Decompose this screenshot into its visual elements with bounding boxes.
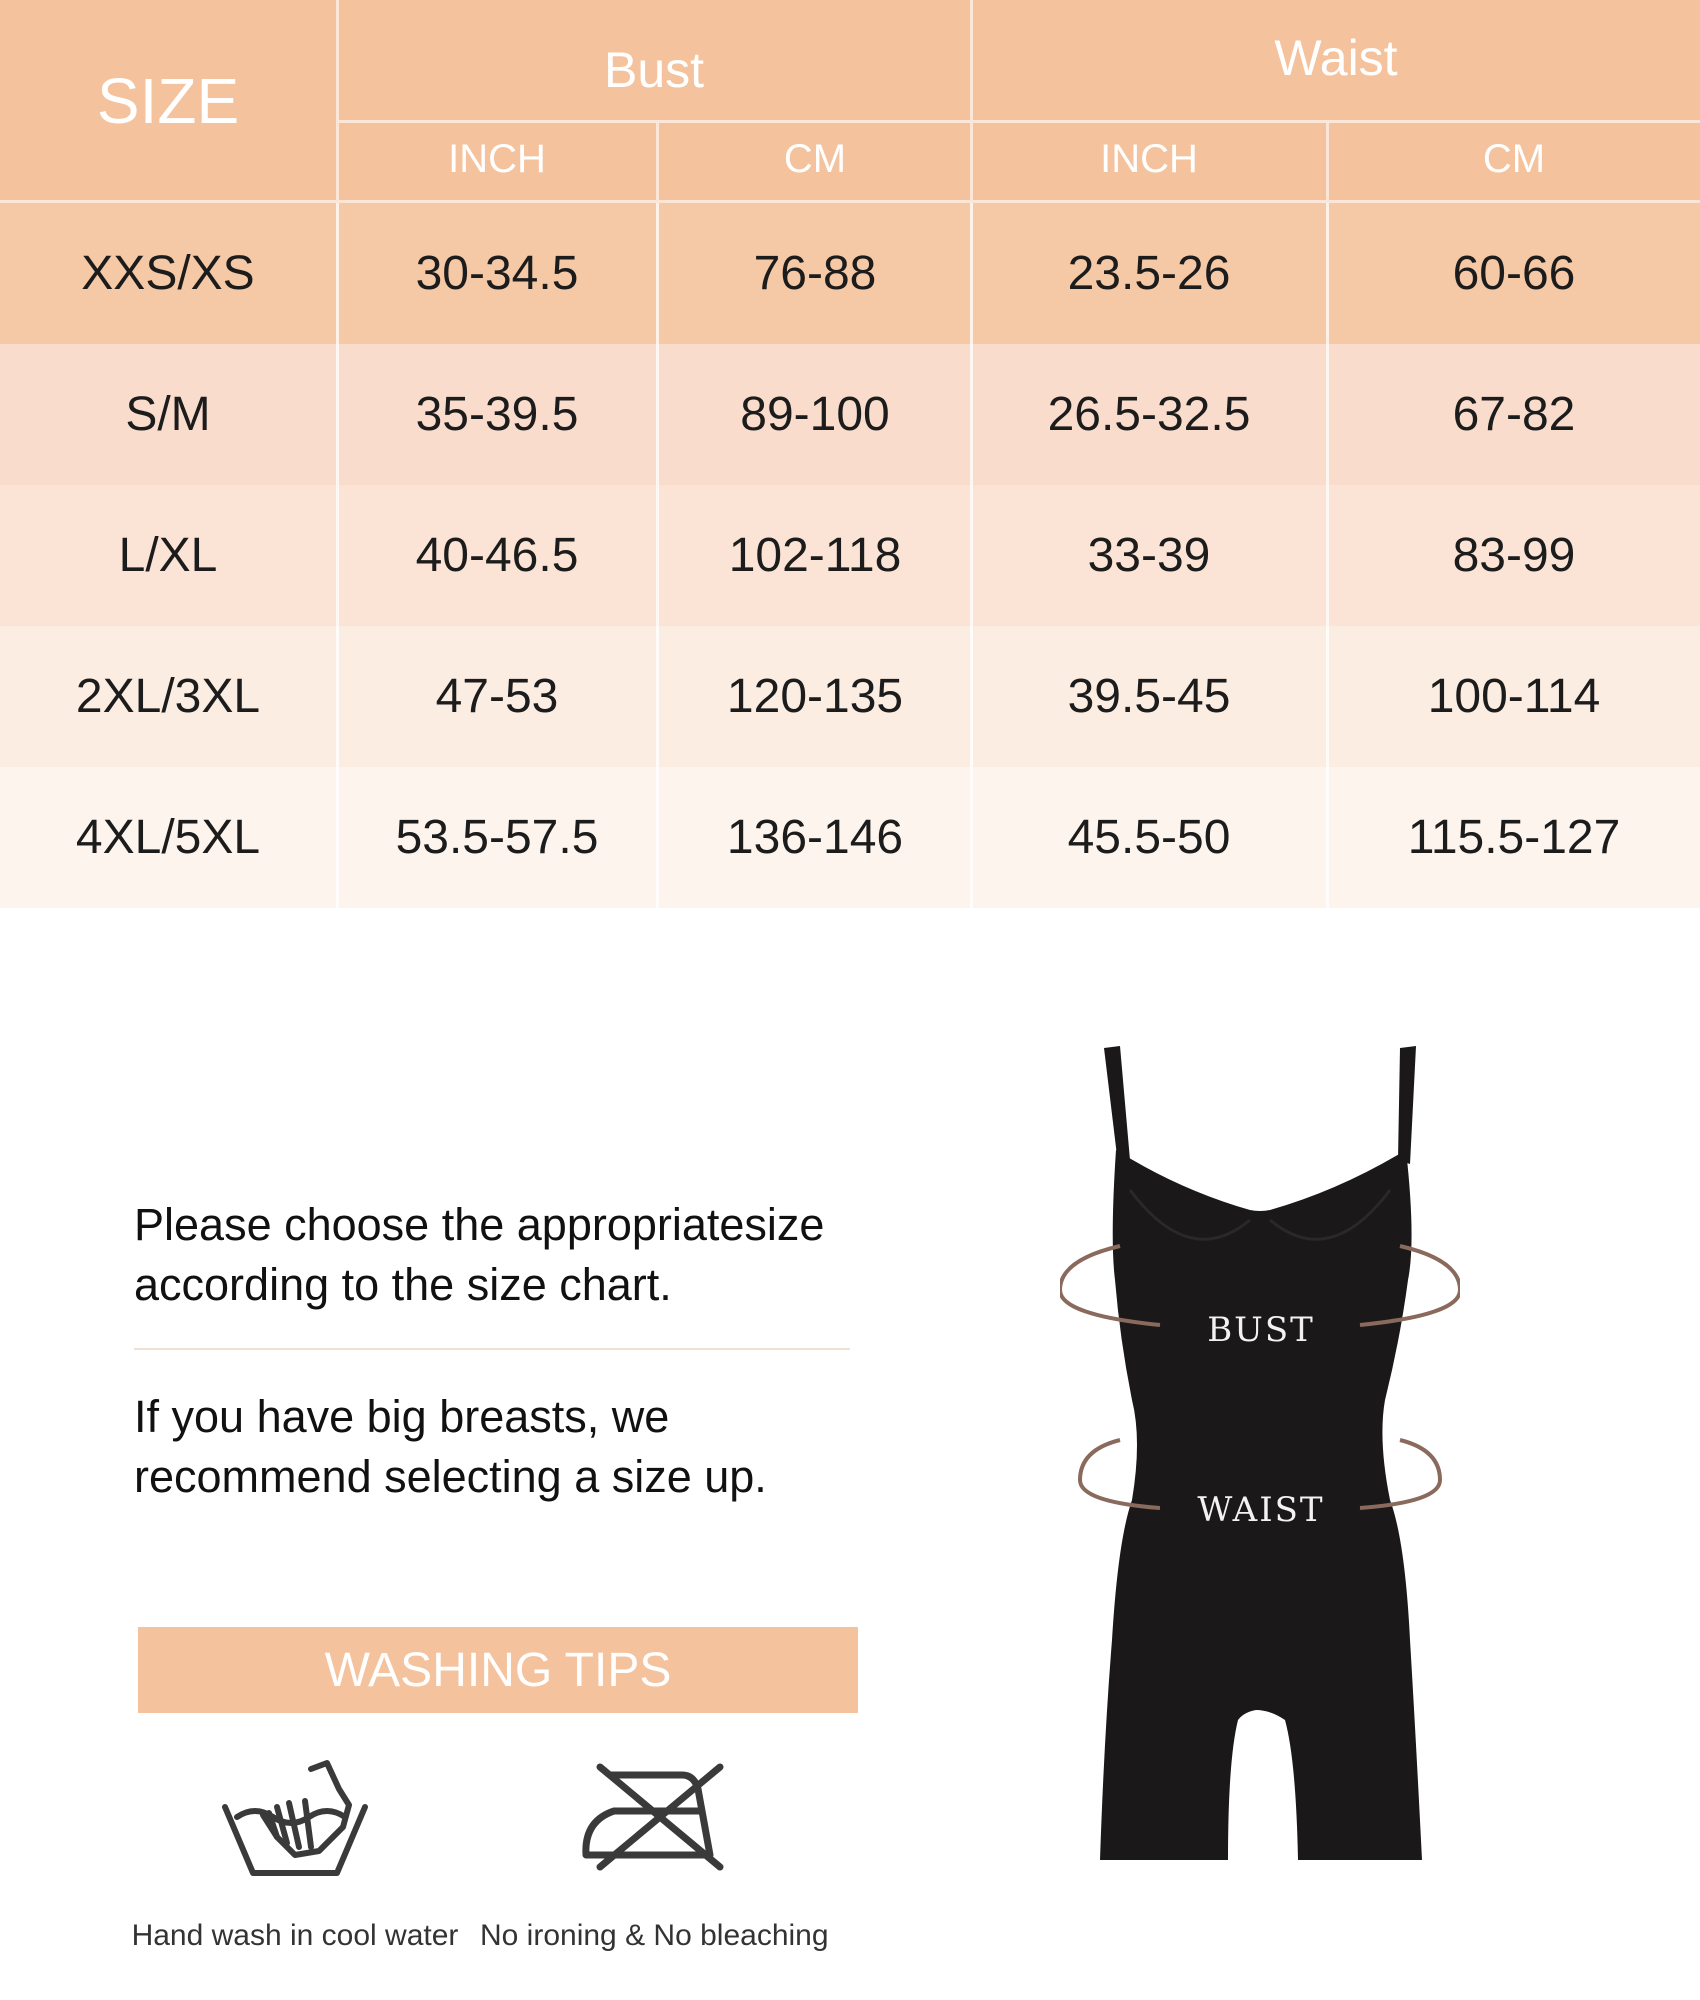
column-divider xyxy=(336,485,339,626)
waist-inch-cell: 39.5-45 xyxy=(1067,670,1231,723)
column-divider xyxy=(1326,626,1329,767)
header-divider xyxy=(1326,121,1329,202)
header-divider xyxy=(970,0,973,202)
big-breasts-note xyxy=(134,1387,894,1507)
bust-inch-cell: 40-46.5 xyxy=(415,529,579,582)
column-divider xyxy=(336,626,339,767)
size-cell: L/XL xyxy=(118,529,218,582)
table-row xyxy=(0,767,1700,908)
size-column-header: SIZE xyxy=(96,65,240,137)
big-breasts-text: If you have big breasts, we recommend selecting a size up. xyxy=(134,1391,767,1502)
bust-measure-label: BUST xyxy=(1207,1310,1315,1350)
bodysuit-illustration xyxy=(1060,1040,1460,1885)
care-item-no-ironing xyxy=(480,1755,829,1953)
column-divider xyxy=(970,203,973,344)
table-row xyxy=(0,485,1700,626)
waist-cm-header: CM xyxy=(1482,136,1546,181)
column-divider xyxy=(970,767,973,908)
column-divider xyxy=(970,485,973,626)
bust-inch-header: INCH xyxy=(448,136,546,181)
bust-cm-cell: 76-88 xyxy=(753,247,877,300)
waist-cm-cell: 67-82 xyxy=(1452,388,1576,441)
hand-wash-label: Hand wash in cool water xyxy=(131,1919,459,1952)
table-header xyxy=(0,0,1700,202)
no-ironing-icon xyxy=(570,1755,730,1885)
waist-inch-cell: 33-39 xyxy=(1087,529,1211,582)
size-cell: XXS/XS xyxy=(81,247,255,300)
bust-cm-cell: 89-100 xyxy=(740,388,890,441)
washing-tips-banner: WASHING TIPS xyxy=(138,1627,858,1713)
column-divider xyxy=(1326,767,1329,908)
column-divider xyxy=(336,344,339,485)
waist-measure-label: WAIST xyxy=(1197,1490,1325,1530)
care-item-hand-wash xyxy=(130,1755,460,1953)
column-divider xyxy=(970,626,973,767)
column-divider xyxy=(970,344,973,485)
waist-cm-cell: 60-66 xyxy=(1452,247,1576,300)
waist-group-header: Waist xyxy=(1274,30,1398,86)
column-divider xyxy=(656,485,659,626)
waist-cm-cell: 100-114 xyxy=(1427,670,1601,723)
waist-inch-header: INCH xyxy=(1100,136,1198,181)
size-advice-text: Please choose the appropriatesize according to the size chart. xyxy=(134,1199,825,1310)
column-divider xyxy=(1326,344,1329,485)
waist-cm-cell: 115.5-127 xyxy=(1407,811,1621,864)
table-row xyxy=(0,626,1700,767)
bodysuit-image xyxy=(1060,1040,1460,1880)
table-row xyxy=(0,344,1700,485)
bust-cm-cell: 136-146 xyxy=(726,811,904,864)
bust-cm-header: CM xyxy=(783,136,847,181)
column-divider xyxy=(336,203,339,344)
size-cell: 4XL/5XL xyxy=(75,811,261,864)
no-ironing-label: No ironing & No bleaching xyxy=(480,1919,829,1952)
bust-inch-cell: 53.5-57.5 xyxy=(395,811,599,864)
waist-inch-cell: 26.5-32.5 xyxy=(1047,388,1251,441)
column-divider xyxy=(656,203,659,344)
column-divider xyxy=(656,626,659,767)
size-advice-note xyxy=(134,1195,894,1315)
column-divider xyxy=(1326,485,1329,626)
note-divider xyxy=(134,1348,850,1350)
header-divider xyxy=(336,120,1700,123)
size-cell: S/M xyxy=(125,388,211,441)
header-divider xyxy=(656,121,659,202)
bust-inch-cell: 30-34.5 xyxy=(415,247,579,300)
waist-inch-cell: 45.5-50 xyxy=(1067,811,1231,864)
column-divider xyxy=(656,344,659,485)
waist-cm-cell: 83-99 xyxy=(1452,529,1576,582)
waist-inch-cell: 23.5-26 xyxy=(1067,247,1231,300)
header-divider xyxy=(336,0,339,202)
column-divider xyxy=(336,767,339,908)
bust-inch-cell: 47-53 xyxy=(435,670,559,723)
bust-group-header: Bust xyxy=(603,42,705,98)
bust-cm-cell: 102-118 xyxy=(728,529,902,582)
column-divider xyxy=(1326,203,1329,344)
table-row xyxy=(0,203,1700,344)
column-divider xyxy=(656,767,659,908)
bust-inch-cell: 35-39.5 xyxy=(415,388,579,441)
bust-cm-cell: 120-135 xyxy=(726,670,904,723)
hand-wash-icon xyxy=(215,1755,375,1885)
size-cell: 2XL/3XL xyxy=(75,670,261,723)
